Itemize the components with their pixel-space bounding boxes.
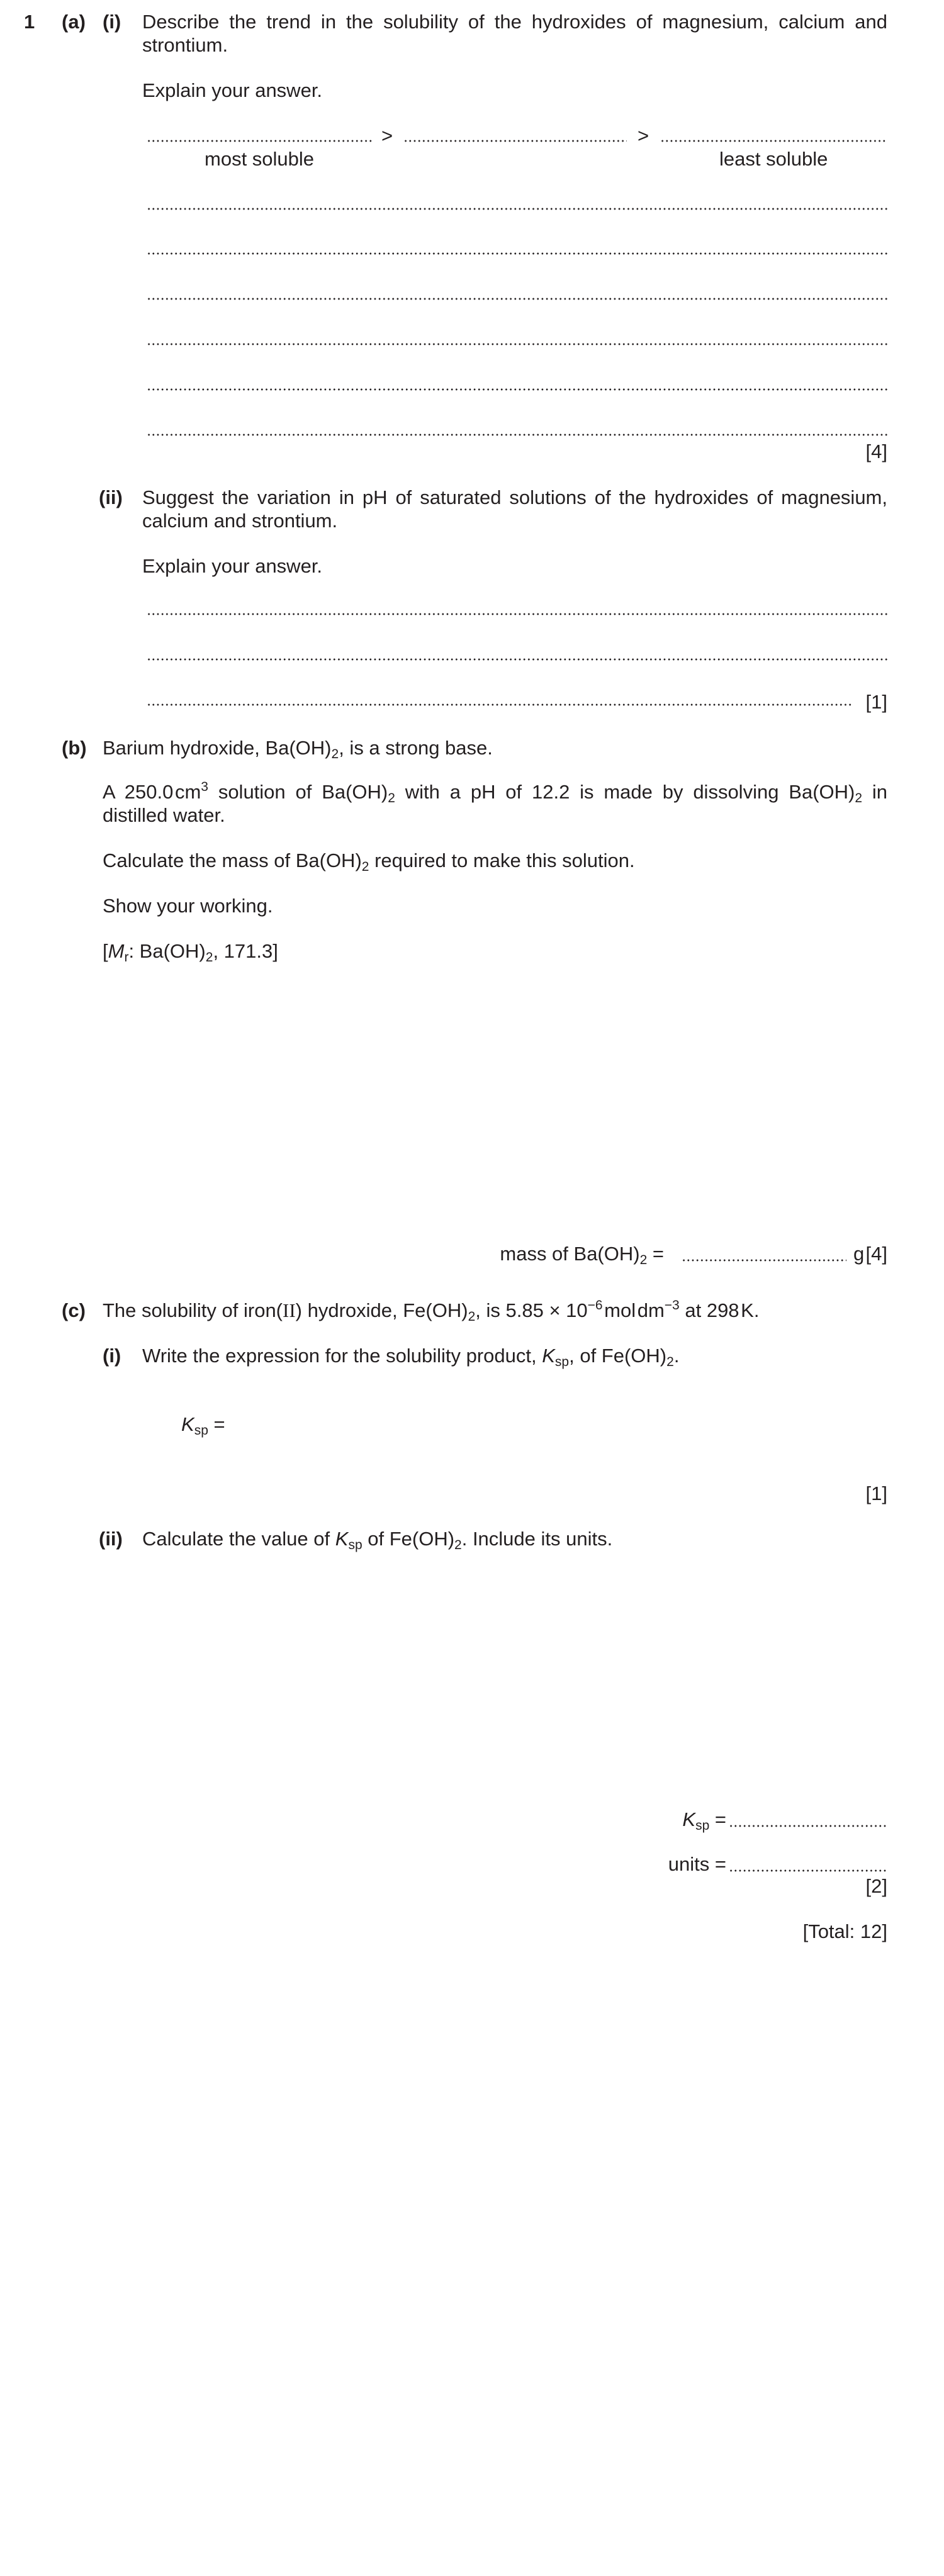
question-number: 1	[24, 11, 35, 33]
b-line4: Show your working.	[103, 895, 273, 917]
a-ii-prompt: Suggest the variation in pH of saturated solutions of the hydroxides of magnesium, calcium and strontium.	[142, 486, 887, 532]
part-a-i-label: (i)	[103, 11, 121, 33]
mass-answer-blank[interactable]	[682, 1259, 846, 1262]
least-soluble-label: least soluble	[719, 148, 828, 170]
greater-than-2: >	[638, 125, 649, 147]
a-ii-marks: [1]	[865, 691, 887, 713]
c-ii-units-label: units =	[668, 1853, 726, 1875]
answer-line[interactable]	[147, 298, 887, 300]
answer-line[interactable]	[147, 388, 887, 391]
b-line2: A 250.0 $cm^3$ solution of $Ba(OH)_2$ with a pH of 12.2 is made by dissolving $Ba(OH)_2$ in distilled water.	[103, 780, 887, 826]
ksp-answer-blank[interactable]	[729, 1825, 887, 1827]
answer-line[interactable]	[147, 208, 887, 210]
answer-line[interactable]	[147, 613, 887, 615]
answer-line[interactable]	[147, 434, 887, 436]
a-ii-explain: Explain your answer.	[142, 555, 323, 577]
b-line3: Calculate the mass of $Ba(OH)_2$ required to make this solution.	[103, 849, 635, 874]
c-ii-marks: [2]	[865, 1875, 887, 1897]
a-i-explain: Explain your answer.	[142, 79, 323, 101]
b-marks: [4]	[865, 1243, 887, 1265]
part-a-label: (a)	[62, 11, 86, 33]
b-answer-label: mass of $Ba(OH)_2$ =	[500, 1243, 664, 1267]
rank-blank-3[interactable]	[660, 140, 887, 142]
c-ii-prompt: Calculate the value of $K_{sp}$ of $Fe(OH)_2$. Include its units.	[142, 1528, 613, 1552]
c-i-prompt: Write the expression for the solubility product, $K_{sp}$, of $Fe(OH)_2$.	[142, 1345, 680, 1369]
part-c-ii-label: (ii)	[99, 1528, 123, 1550]
c-ii-ksp-label: $K_{sp}$ =	[682, 1808, 726, 1833]
rank-blank-1[interactable]	[147, 140, 373, 142]
b-line1: Barium hydroxide, $Ba(OH)_2$, is a strong base.	[103, 737, 493, 761]
total-marks: [Total: 12]	[802, 1920, 887, 1942]
rank-blank-2[interactable]	[403, 140, 627, 142]
part-b-label: (b)	[62, 737, 87, 759]
c-i-ksp-label: $K_{sp}$ =	[181, 1413, 225, 1438]
part-a-ii-label: (ii)	[99, 486, 123, 508]
answer-line[interactable]	[147, 252, 887, 255]
most-soluble-label: most soluble	[205, 148, 315, 170]
answer-line[interactable]	[147, 343, 887, 345]
b-mr: [$M_r$: $Ba(OH)_2$, 171.3]	[103, 940, 278, 965]
greater-than-1: >	[381, 125, 393, 147]
part-c-label: (c)	[62, 1299, 86, 1321]
c-intro: The solubility of iron(II) hydroxide, $Fe(OH)_2$, is $5.85 \times 10^{-6}$ mol $dm^{-3}$ at 298 K.	[103, 1298, 760, 1324]
a-i-marks: [4]	[865, 440, 887, 462]
units-answer-blank[interactable]	[729, 1869, 887, 1872]
b-answer-unit: g	[853, 1243, 865, 1265]
answer-line[interactable]	[147, 703, 853, 706]
a-i-prompt: Describe the trend in the solubility of the hydroxides of magnesium, calcium and strontium.	[142, 11, 887, 56]
c-i-marks: [1]	[865, 1482, 887, 1504]
part-c-i-label: (i)	[103, 1345, 121, 1367]
answer-line[interactable]	[147, 658, 887, 661]
